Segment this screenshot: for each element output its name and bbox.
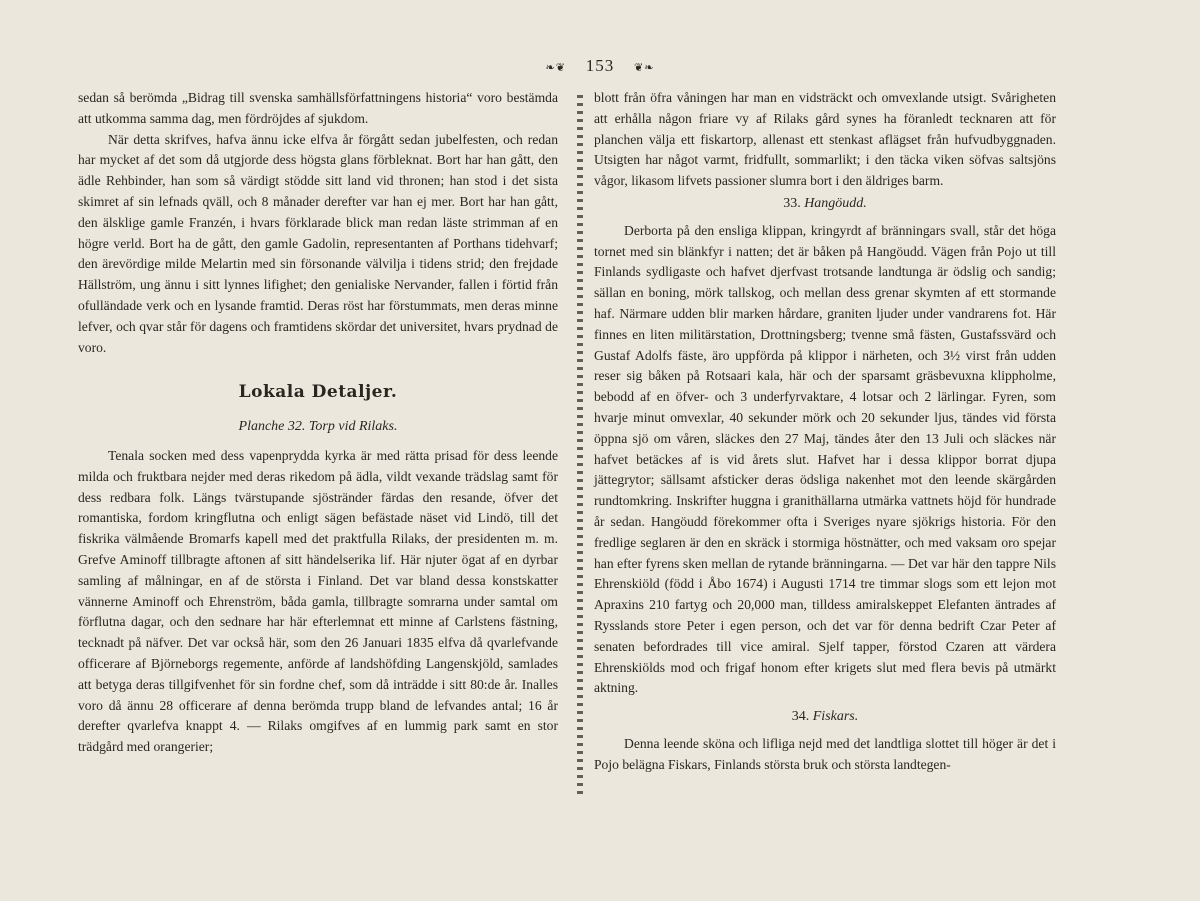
heading-33-title: Hangöudd. — [804, 195, 867, 211]
page-header — [0, 56, 1200, 76]
right-column — [594, 88, 1056, 776]
heading-33-number: 33. — [783, 195, 801, 211]
left-paragraph-1: sedan så berömda „Bidrag till svenska samhällsförfattningens historia“ voro bestämda att utkomma samma dag, men fördröjdes af sjukdom. — [78, 90, 558, 126]
plate-title: Torp vid Rilaks. — [308, 419, 398, 435]
section-title: Lokala Detaljer. — [238, 382, 398, 403]
right-paragraph-3: Denna leende sköna och lifliga nejd med det landtliga slottet till höger är det i Pojo belägna Fiskars, Finlands största bruk och största landtegen- — [594, 735, 1056, 772]
left-paragraph-3: Tenala socken med dess vapenprydda kyrka är med rätta prisad för dess leende milda och fruktbara nejder med deras rikedom på ädla, vildt vexande trädslag samt för dess redbara folk. Längs tvärstupande sjöstränder färdas den resande, öfver det romantiska, fordom kringflutna och enligt sägen befästade näset vid Lindö, till det fiskrika välmående Bromarfs kapell med det praktfulla Rilaks, der presidenten m. m. Grefve Aminoff tillbragte aftonen af sitt händelserika lif. Här njuter ögat af en dyrbar samling af målningar, en af de största i Finland. Det var bland dessa konstskatter vännerne Aminoff och Ehrenström, båda gamla, tillbragte somrarna under samtal om förflutna dagar, och den sednare har här efterlemnat ett minne af Carlstens fästning, tecknadt på näfver. Det var också här, som den 26 Januari 1835 elfva då qvarlefvande officerare af Björneborgs regemente, anförde af landshöfding Langenskjöld, samlades att betyga deras tillgifvenhet för sin fordne chef, som då inträdde i sitt 80:de år. Inalles voro då ännu 28 officerare af denna berömda trupp bland de lefvandes antal; 16 år derefter qvarlefva knappt 4. — Rilaks omgifves af en lummig park samt en stor trädgård med orangerier; — [78, 447, 558, 755]
plate-heading — [78, 417, 558, 438]
right-paragraph-1: blott från öfra våningen har man en vidsträckt och omvexlande utsigt. Svårigheten att erhålla någon friare vy af Rilaks gård synes ha föranledt tecknaren att för planchen välja ett fiskartorp, allenast ett stenkast aflägset från hufvudbyggnaden. Utsigten har något varmt, fridfullt, sommarlikt; i den täcka viken söfvas saltsjöns vågor, likasom lifvets passioner slumra bort i den äldriges barm. — [594, 90, 1056, 189]
heading-34 — [594, 707, 1056, 728]
left-paragraph-2: När detta skrifves, hafva ännu icke elfva år förgått sedan jubelfesten, och redan har mycket af det som då utgjorde dess högsta glans förbleknat. Bort har han gått, den ädle Rehbinder, han som så värdigt stödde sitt land vid thronen; han stod i det sista skimret af sin lefnads qväll, och 8 månader derefter var han ej mer. Bort har han gått, den älsklige gamle Franzén, i hvars förklarade blick man redan läste strimman af en högre verld. Bort ha de gått, den gamle Gadolin, representanten af Porthans tidehvarf; den ärevördige milde Melartin med sin försonande välvilja i tidens strid; den frejdade Hällström, ung ännu i sitt lynnes lifighet; den genialiske Nervander, fallen i förtid från ofulländade verk och en lysande framtid. Deras röst har förstummats, men deras minne lefver, och qvar står för dagens och framtidens skördar det universitet, hvars prydnad de voro. — [78, 131, 558, 355]
heading-34-title: Fiskars. — [812, 709, 859, 725]
plate-label: Planche 32. — [238, 419, 306, 435]
right-paragraph-2: Derborta på den ensliga klippan, kringyrdt af bränningars svall, står det höga tornet med sin blänkfyr i natten; det är båken på Hangöudd. Vägen från Pojo ut till Finlands sydligaste och hafvet djerfvast trotsande landtunga är ödslig och sandig; sällan en boning, mörk tallskog, och mellan dess grenar skymten af ett stormande haf. Närmare udden blir marken hårdare, graniten ljuder under vandrarens fot. Här finnes en liten militärstation, Drottningsberg; tvenne små fästen, Gustafssvärd och Gustaf Adolfs fäste, äro uppförda på klippor i närheten, och 3½ virst från udden reser sig båken på Rotsaari kala, här och der sparsamt gräsbevuxna klippholme, bebodd af en öfver- och 3 underfyrvaktare, 4 lotsar och 2 lärlingar. Fyren, som hvarje minut omvexlar, 40 sekunder mörk och 20 sekunder ljus, tändes vid första öppna sjö om våren, släckes den 27 Maj, tändes åter den 13 Juli och släckes när hafvet betäckes af is vid årets slut. Hafvet har i dessa klippor borrat djupa jättegrytor; sällsamt afsticker deras ödsliga nakenhet mot den leende skärgården rundtomkring. Inskrifter huggna i granithällarna utmärka vattnets höjd för hundrade år sedan. Hangöudd förekommer ofta i Sveriges nyare sjökrigs historia. För den fredlige seglaren är den en skräck i stormiga höstnätter, och med vaksam oro spejar han efter fyrens sken mellan de rytande bränningarna. — Det var här den tappre Nils Ehrenskiöld (född i Åbo 1674) i Augusti 1714 tre timmar slogs som ett lejon mot Apraxins 210 fartyg och 20,000 man, tilldess amiralskeppet Elefanten äntrades af Rysslands store Peter i egen person, och det var för denna bedrift Czar Peter af senaten befordrades till vice amiral. Sjelf tapper, förstod Czaren att värdera Ehrenskiölds mod och frigaf honom efter krigets slut med flera bevis på utmärkt aktning. — [594, 222, 1056, 696]
heading-34-number: 34. — [791, 709, 810, 725]
heading-33 — [594, 194, 1056, 215]
page-number: 153 — [585, 56, 615, 75]
ornament-left: ❧❦ — [545, 60, 566, 74]
ornament-right: ❦❧ — [634, 60, 655, 74]
left-column — [78, 88, 558, 758]
column-divider — [577, 95, 583, 795]
